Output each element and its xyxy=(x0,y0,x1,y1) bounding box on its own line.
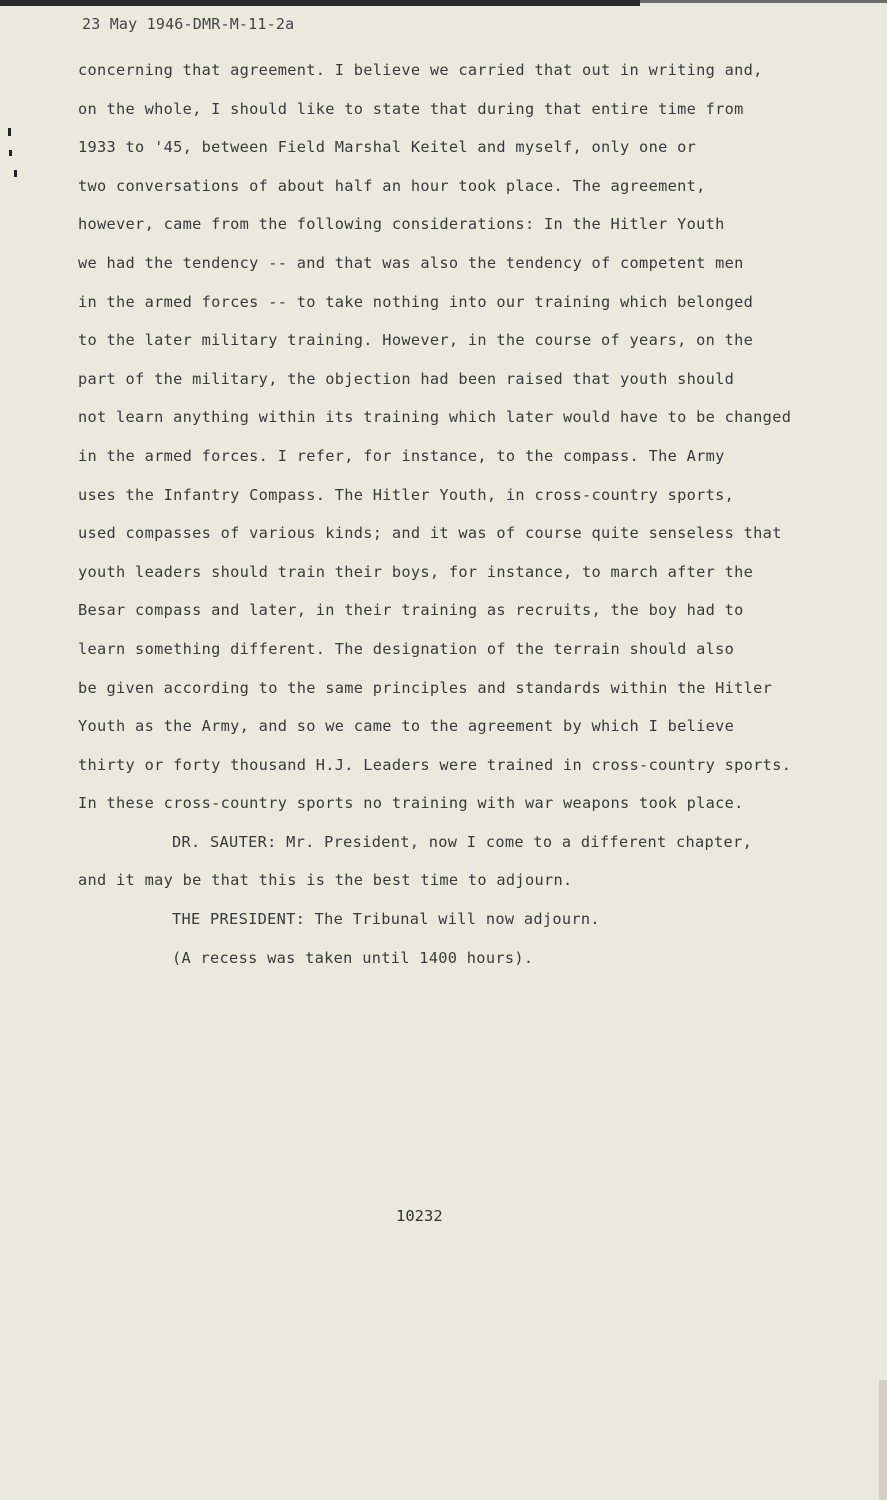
text-line: be given according to the same principles and standards within the Hitler xyxy=(78,678,773,697)
punch-mark-2 xyxy=(9,150,12,156)
recess-note: (A recess was taken until 1400 hours). xyxy=(172,948,534,967)
text-line: uses the Infantry Compass. The Hitler Youth, in cross-country sports, xyxy=(78,485,735,504)
document-header: 23 May 1946-DMR-M-11-2a xyxy=(82,15,295,33)
text-line: however, came from the following considerations: In the Hitler Youth xyxy=(78,215,725,234)
page-number: 10232 xyxy=(396,1207,443,1225)
text-line: two conversations of about half an hour took place. The agreement, xyxy=(78,176,706,195)
text-line: in the armed forces -- to take nothing into our training which belonged xyxy=(78,292,754,311)
speaker-line-sauter: DR. SAUTER: Mr. President, now I come to a different chapter, xyxy=(172,832,753,851)
scan-top-edge-fade xyxy=(640,0,887,3)
text-line: we had the tendency -- and that was also the tendency of competent men xyxy=(78,253,744,272)
scan-right-edge xyxy=(879,1380,887,1500)
punch-mark-3 xyxy=(14,170,17,177)
text-line: not learn anything within its training which later would have to be changed xyxy=(78,408,792,427)
text-line: Youth as the Army, and so we came to the agreement by which I believe xyxy=(78,717,735,736)
text-line: learn something different. The designation of the terrain should also xyxy=(78,639,735,658)
text-line: In these cross-country sports no training with war weapons took place. xyxy=(78,794,744,813)
text-line: thirty or forty thousand H.J. Leaders were trained in cross-country sports. xyxy=(78,755,792,774)
text-line: to the later military training. However, in the course of years, on the xyxy=(78,331,754,350)
text-line: 1933 to '45, between Field Marshal Keitel and myself, only one or xyxy=(78,138,697,157)
text-line: in the armed forces. I refer, for instance, to the compass. The Army xyxy=(78,446,725,465)
text-line: used compasses of various kinds; and it was of course quite senseless that xyxy=(78,524,782,543)
text-line: on the whole, I should like to state that during that entire time from xyxy=(78,99,744,118)
text-line: part of the military, the objection had been raised that youth should xyxy=(78,369,735,388)
text-line: Besar compass and later, in their training as recruits, the boy had to xyxy=(78,601,744,620)
text-line: youth leaders should train their boys, for instance, to march after the xyxy=(78,562,754,581)
punch-mark-1 xyxy=(8,128,11,136)
text-line: and it may be that this is the best time to adjourn. xyxy=(78,871,573,890)
scan-top-edge xyxy=(0,0,640,6)
text-line: concerning that agreement. I believe we carried that out in writing and, xyxy=(78,61,763,79)
speaker-line-president: THE PRESIDENT: The Tribunal will now adjourn. xyxy=(172,910,600,929)
transcript-body xyxy=(78,51,818,977)
